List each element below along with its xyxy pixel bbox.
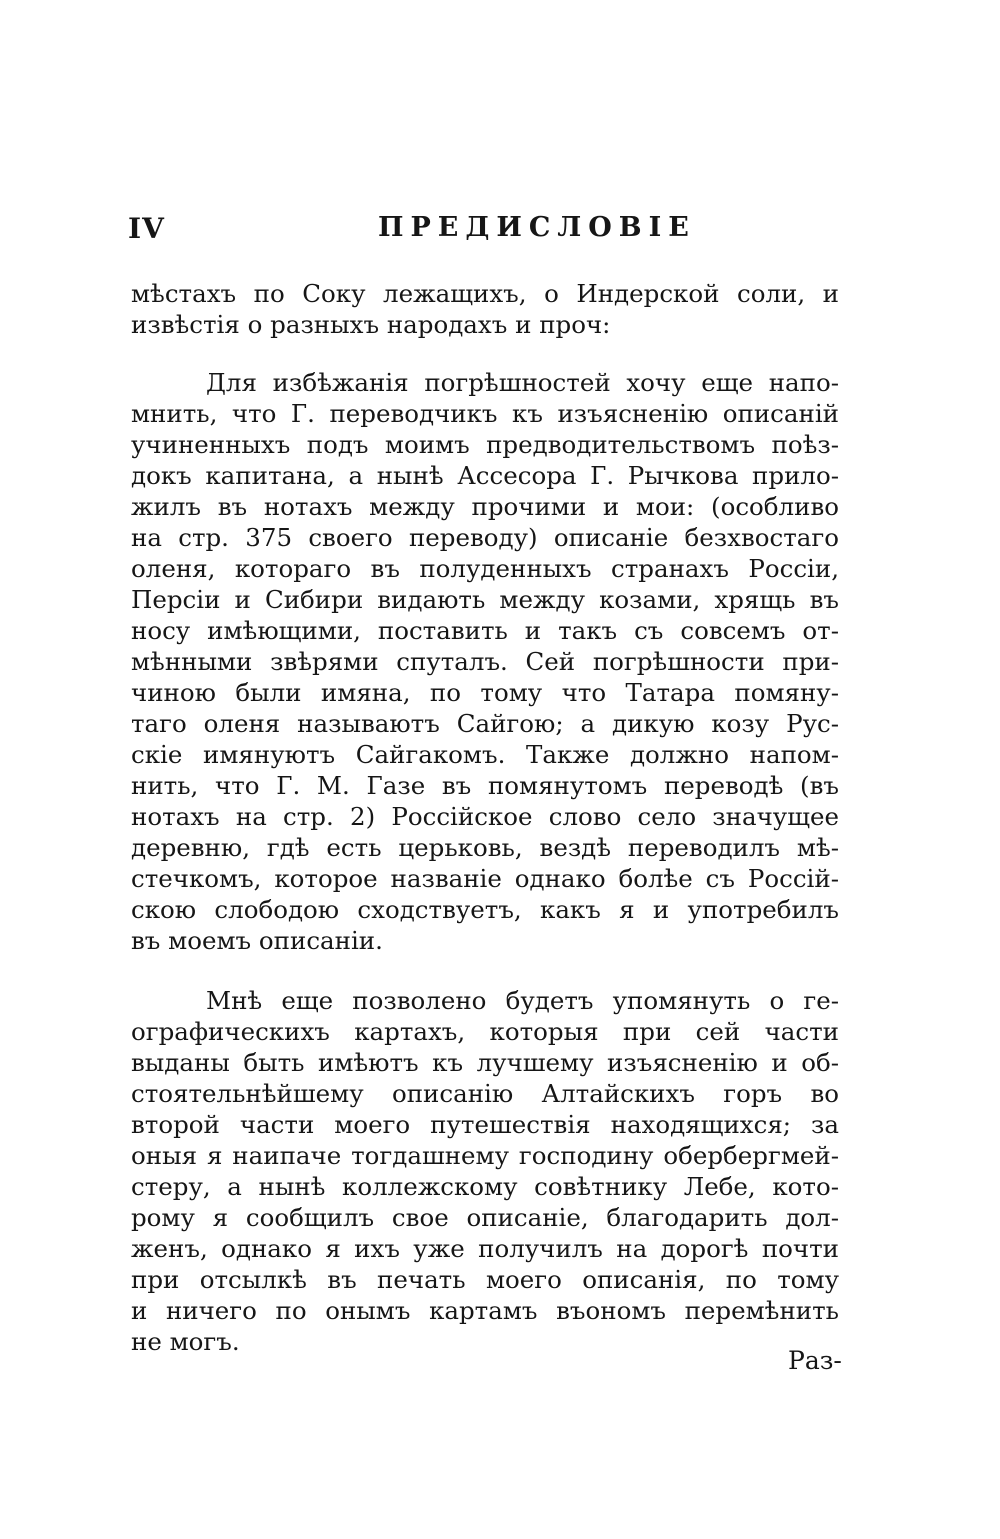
text-line: мѣнными звѣрями спуталъ. Сей погрѣшности при- [131, 647, 839, 676]
text-line: рому я сообщилъ свое описаніе, благодарить дол- [131, 1203, 839, 1232]
text-line: скіе имянуютъ Сайгакомъ. Также должно напом- [131, 740, 839, 769]
text-line: стеру, а нынѣ коллежскому совѣтнику Лебе, кото- [131, 1172, 839, 1201]
text-line: второй части моего путешествія находящихся; за [131, 1110, 839, 1139]
text-line: нить, что Г. М. Газе въ помянутомъ переводѣ (въ [131, 771, 839, 800]
text-line: женъ, однако я ихъ уже получилъ на дорогѣ почти [131, 1234, 839, 1263]
text-line: таго оленя называютъ Сайгою; а дикую козу Рус- [131, 709, 839, 738]
running-head [128, 212, 848, 252]
page-number: IV [128, 212, 165, 245]
text-line: мѣстахъ по Соку лежащихъ, о Индерской соли, и [131, 279, 839, 308]
catchword: Раз- [788, 1346, 842, 1375]
text-line: докъ капитана, а нынѣ Ассесора Г. Рычкова прило- [131, 461, 839, 490]
text-line: стечкомъ, которое названіе однако болѣе съ Россій- [131, 864, 839, 893]
text-line: Для избѣжанія погрѣшностей хочу еще напо- [206, 368, 839, 397]
text-line: нотахъ на стр. 2) Россійское слово село значущее [131, 802, 839, 831]
text-line: и ничего по онымъ картамъ въономъ перемѣнить [131, 1296, 839, 1325]
text-line: стоятельнѣйшему описанію Алтайскихъ горъ во [131, 1079, 839, 1108]
text-line: въ моемъ описаніи. [131, 926, 383, 955]
text-line: на стр. 375 своего переводу) описаніе безхвостаго [131, 523, 839, 552]
text-line: оныя я наипаче тогдашнему господину обербергмей- [131, 1141, 839, 1170]
page-title: ПРЕДИСЛОВІЕ [378, 212, 696, 243]
text-line: деревню, гдѣ есть церьковь, вездѣ переводилъ мѣ- [131, 833, 839, 862]
text-line: жилъ въ нотахъ между прочими и мои: (особливо [131, 492, 839, 521]
text-line: Мнѣ еще позволено будетъ упомянуть о ге- [206, 986, 839, 1015]
text-line: скою слободою сходствуетъ, какъ я и употребилъ [131, 895, 839, 924]
text-line: не могъ. [131, 1327, 240, 1356]
text-line: извѣстія о разныхъ народахъ и проч: [131, 310, 611, 339]
text-line: выданы быть имѣютъ къ лучшему изъясненію и об- [131, 1048, 839, 1077]
text-line: носу имѣющими, поставить и такъ съ совсемъ от- [131, 616, 839, 645]
text-line: ографическихъ картахъ, которыя при сей части [131, 1017, 839, 1046]
text-line: Персіи и Сибири видають между козами, хрящь въ [131, 585, 839, 614]
text-line: оленя, котораго въ полуденныхъ странахъ Россіи, [131, 554, 839, 583]
text-line: учиненныхъ подъ моимъ предводительствомъ поѣз- [131, 430, 839, 459]
text-line: при отсылкѣ въ печать моего описанія, по тому [131, 1265, 839, 1294]
text-line: мнить, что Г. переводчикъ къ изъясненію описаній [131, 399, 839, 428]
text-line: чиною были имяна, по тому что Татара помяну- [131, 678, 839, 707]
